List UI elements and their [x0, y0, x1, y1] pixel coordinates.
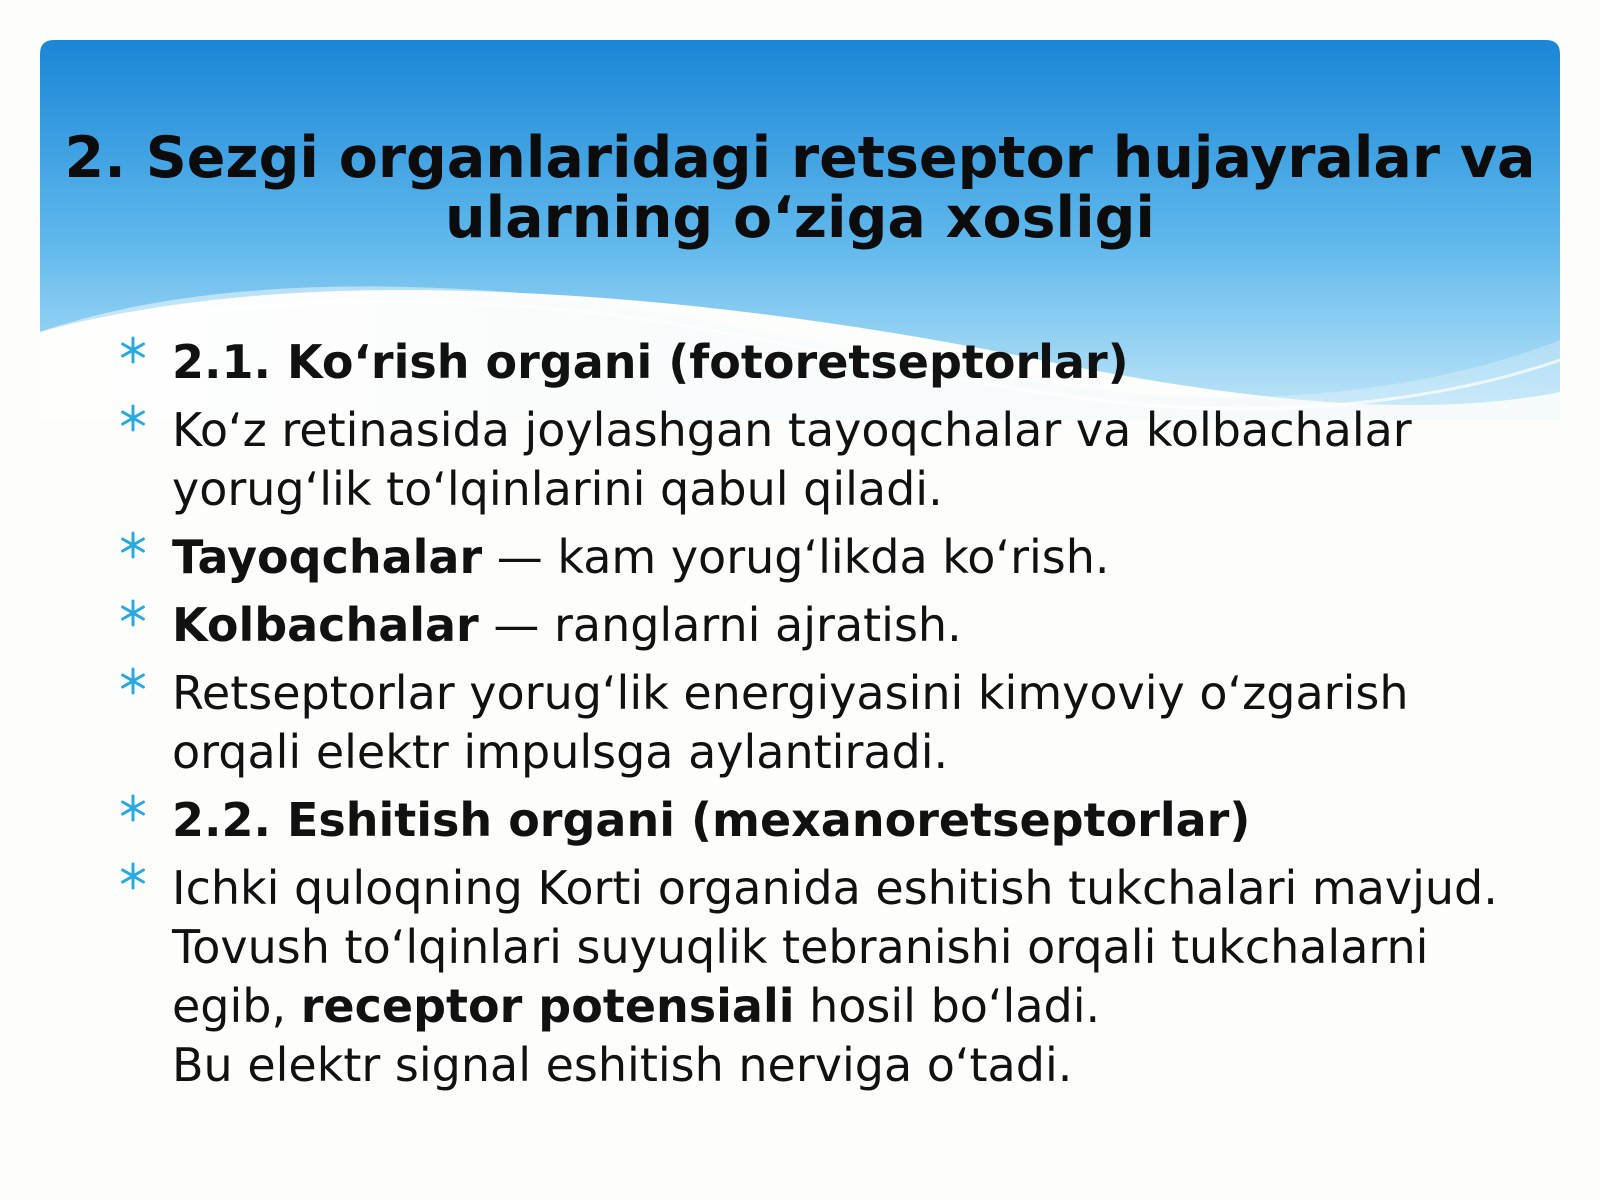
bullet-term: Tayoqchalar — [172, 530, 483, 584]
asterisk-star-icon — [118, 666, 148, 696]
bullet-list — [118, 333, 1518, 1104]
asterisk-star-icon — [118, 335, 148, 365]
bullet-text-line — [172, 977, 1518, 1036]
bullet-text-line: Ichki quloqning Korti organida eshitish tukchalari mavjud. — [172, 861, 1498, 915]
list-item — [118, 664, 1518, 782]
list-item — [118, 791, 1518, 850]
title-line-2: ularning o‘ziga xosligi — [445, 185, 1155, 251]
bullet-definition: — kam yorug‘likda ko‘rish. — [482, 530, 1110, 584]
bullet-text-segment: egib, — [172, 979, 301, 1033]
bullet-text-segment: hosil bo‘ladi. — [794, 979, 1101, 1033]
bullet-heading: 2.2. Eshitish organi (mexanoretseptorlar) — [172, 793, 1251, 847]
bullet-text-line: yorug‘lik to‘lqinlarini qabul qiladi. — [172, 462, 943, 516]
bullet-emphasis: receptor potensiali — [300, 979, 795, 1033]
bullet-text-line: Tovush to‘lqinlari suyuqlik tebranishi orqali tukchalarni — [172, 920, 1429, 974]
slide-title — [60, 125, 1540, 251]
bullet-heading: 2.1. Ko‘rish organi (fotoretseptorlar) — [172, 335, 1129, 389]
bullet-definition: — ranglarni ajratish. — [478, 598, 962, 652]
list-item — [118, 333, 1518, 392]
list-item — [118, 401, 1518, 519]
title-line-1: 2. Sezgi organlaridagi retseptor hujayralar va — [64, 125, 1536, 191]
asterisk-star-icon — [118, 793, 148, 823]
asterisk-star-icon — [118, 530, 148, 560]
asterisk-star-icon — [118, 861, 148, 891]
asterisk-star-icon — [118, 403, 148, 433]
bullet-text-line: orqali elektr impulsga aylantiradi. — [172, 725, 949, 779]
bullet-text-line: Retseptorlar yorug‘lik energiyasini kimyoviy o‘zgarish — [172, 666, 1409, 720]
bullet-text-line: Ko‘z retinasida joylashgan tayoqchalar va kolbachalar — [172, 403, 1412, 457]
bullet-term: Kolbachalar — [172, 598, 479, 652]
list-item — [118, 859, 1518, 1095]
list-item — [118, 596, 1518, 655]
bullet-text-line: Bu elektr signal eshitish nerviga o‘tadi. — [172, 1038, 1073, 1092]
list-item — [118, 528, 1518, 587]
asterisk-star-icon — [118, 598, 148, 628]
